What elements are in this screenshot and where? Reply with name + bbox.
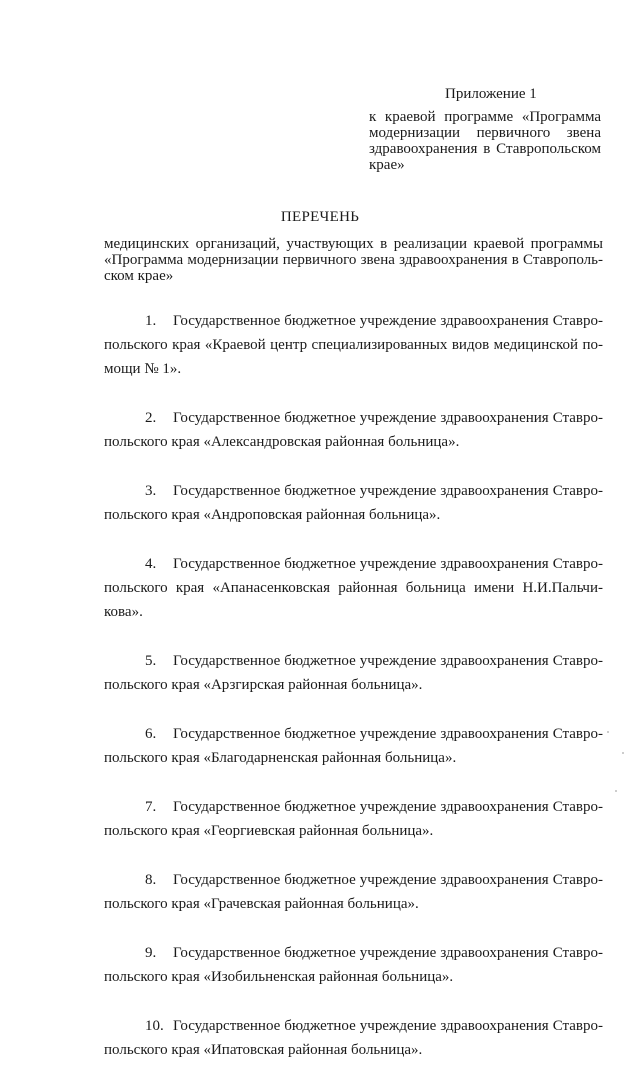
scan-speck (607, 731, 609, 733)
list-item-text: Государственное бюджетное учреждение здравоохранения Ставро- (173, 872, 603, 888)
list-item-text: Государственное бюджетное учреждение здравоохранения Ставро- (173, 726, 603, 742)
list-item-first-line (104, 479, 603, 503)
list-item-text: Государственное бюджетное учреждение здравоохранения Ставро- (173, 556, 603, 572)
list-item-text: мощи № 1». (104, 361, 182, 377)
list-item (104, 722, 603, 770)
list-item-number: 3. (145, 483, 157, 499)
list-item-text: Государственное бюджетное учреждение здравоохранения Ставро- (173, 799, 603, 815)
list-item-first-line (104, 552, 603, 576)
document-subtitle (104, 236, 603, 284)
subtitle-line: ском крае» (104, 268, 174, 284)
list-item-text: кова». (104, 604, 143, 620)
appendix-label: Приложение 1 (445, 86, 537, 102)
list-item-number: 7. (145, 799, 157, 815)
list-item (104, 649, 603, 697)
list-item-text: польского края «Ипатовская районная больница». (104, 1042, 423, 1058)
list-item-text: польского края «Благодарненская районная больница». (104, 750, 457, 766)
list-item (104, 941, 603, 989)
list-item-first-line (104, 722, 603, 746)
appendix-desc-line: крае» (369, 157, 405, 173)
list-item (104, 552, 603, 624)
list-item-text: Государственное бюджетное учреждение здравоохранения Ставро- (173, 1018, 603, 1034)
list-item-number: 1. (145, 313, 157, 329)
list-item-first-line (104, 795, 603, 819)
list-item-number: 8. (145, 872, 157, 888)
organization-list (104, 309, 603, 1087)
appendix-description (369, 109, 601, 173)
list-item-text: польского края «Грачевская районная больница». (104, 896, 419, 912)
list-item (104, 406, 603, 454)
list-item-first-line (104, 941, 603, 965)
list-item-number: 10. (145, 1018, 164, 1034)
list-item-first-line (104, 868, 603, 892)
list-item-text: Государственное бюджетное учреждение здравоохранения Ставро- (173, 410, 603, 426)
list-item-text: польского края «Изобильненская районная больница». (104, 969, 454, 985)
list-item-first-line (104, 1014, 603, 1038)
list-item-text: польского края «Краевой центр специализированных видов медицинской по- (104, 337, 603, 353)
list-item-number: 4. (145, 556, 157, 572)
list-item-number: 5. (145, 653, 157, 669)
list-item-text: польского края «Андроповская районная больница». (104, 507, 441, 523)
list-item-number: 6. (145, 726, 157, 742)
list-item (104, 795, 603, 843)
scan-speck (622, 752, 624, 754)
list-item-number: 2. (145, 410, 157, 426)
list-item-first-line (104, 309, 603, 333)
list-item (104, 868, 603, 916)
subtitle-line: медицинских организаций, участвующих в реализации краевой программы (104, 236, 603, 252)
list-item-text: Государственное бюджетное учреждение здравоохранения Ставро- (173, 313, 603, 329)
list-item (104, 479, 603, 527)
list-item (104, 309, 603, 381)
list-item-text: польского края «Арзгирская районная больница». (104, 677, 423, 693)
list-item-first-line (104, 406, 603, 430)
list-item-text: Государственное бюджетное учреждение здравоохранения Ставро- (173, 653, 603, 669)
list-item-text: польского края «Апанасенковская районная больница имени Н.И.Пальчи- (104, 580, 603, 596)
list-item-text: польского края «Георгиевская районная больница». (104, 823, 434, 839)
appendix-desc-line: здравоохранения в Ставропольском (369, 141, 601, 157)
appendix-desc-line: к краевой программе «Программа (369, 109, 601, 125)
list-item-text: польского края «Александровская районная больница». (104, 434, 460, 450)
list-item-text: Государственное бюджетное учреждение здравоохранения Ставро- (173, 945, 603, 961)
appendix-desc-line: модернизации первичного звена (369, 125, 601, 141)
list-item-text: Государственное бюджетное учреждение здравоохранения Ставро- (173, 483, 603, 499)
list-item-number: 9. (145, 945, 157, 961)
document-title: ПЕРЕЧЕНЬ (280, 209, 360, 225)
subtitle-line: «Программа модернизации первичного звена здравоохранения в Ставрополь- (104, 252, 603, 268)
scan-speck (615, 790, 617, 792)
list-item-first-line (104, 649, 603, 673)
list-item (104, 1014, 603, 1062)
